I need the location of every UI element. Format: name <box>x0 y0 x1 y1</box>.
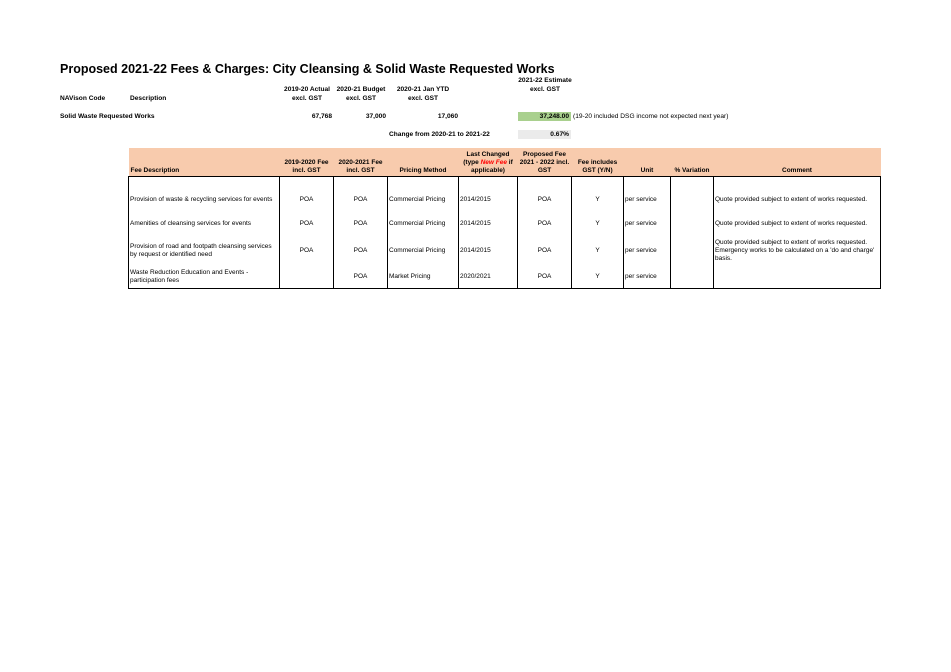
proposed-fee: POA <box>518 189 572 211</box>
variation <box>671 189 714 211</box>
col-last-changed <box>459 148 518 177</box>
gst-flag: Y <box>572 189 624 211</box>
proposed-fee: POA <box>518 236 572 266</box>
pricing-method: Commercial Pricing <box>388 236 459 266</box>
fee-2020: POA <box>334 266 388 288</box>
col-variation: % Variation <box>671 148 714 177</box>
unit: per service <box>624 236 671 266</box>
col-proposed-fee: Proposed Fee 2021 - 2022 incl. GST <box>518 148 572 177</box>
variation <box>671 211 714 236</box>
fee-description: Amenities of cleansing services for events <box>129 211 280 236</box>
unit: per service <box>624 266 671 288</box>
navision-code-header: NAVison Code <box>60 95 106 102</box>
fees-header-row <box>129 148 881 177</box>
col-fee-2019: 2019-2020 Fee incl. GST <box>280 148 334 177</box>
variation <box>671 236 714 266</box>
summary-ytd: 17,060 <box>437 113 458 120</box>
fee-2020: POA <box>334 236 388 266</box>
pricing-method: Commercial Pricing <box>388 189 459 211</box>
col-gst: Fee includes GST (Y/N) <box>572 148 624 177</box>
spacer-row <box>129 177 881 190</box>
last-changed-text-a: Last Changed (type <box>463 151 510 166</box>
fee-description: Waste Reduction Education and Events - participation fees <box>129 266 280 288</box>
fee-2020: POA <box>334 189 388 211</box>
change-value: 0.67% <box>518 130 571 139</box>
last-changed: 2014/2015 <box>459 211 518 236</box>
summary-note: (19-20 included DSG income not expected next year) <box>573 113 729 120</box>
comment <box>714 266 881 288</box>
col-unit: Unit <box>624 148 671 177</box>
comment: Quote provided subject to extent of works requested. Emergency works to be calculated on a 'do and charge' basis. <box>714 236 881 266</box>
summary-budget: 37,000 <box>365 113 386 120</box>
summary-estimate: 37,248.00 <box>518 112 571 121</box>
pricing-method: Market Pricing <box>388 266 459 288</box>
page-title: Proposed 2021-22 Fees & Charges: City Cleansing & Solid Waste Requested Works <box>60 62 555 76</box>
fee-2020: POA <box>334 211 388 236</box>
last-changed: 2020/2021 <box>459 266 518 288</box>
last-changed-text-b: if applicable) <box>471 159 513 174</box>
table-row <box>129 211 881 236</box>
pricing-method: Commercial Pricing <box>388 211 459 236</box>
fee-description: Provision of road and footpath cleansing services by request or identified need <box>129 236 280 266</box>
new-fee-text: New Fee <box>480 159 507 166</box>
col-pricing-method: Pricing Method <box>388 148 459 177</box>
unit: per service <box>624 211 671 236</box>
comment: Quote provided subject to extent of works requested. <box>714 189 881 211</box>
fees-table <box>128 148 881 289</box>
change-label: Change from 2020-21 to 2021-22 <box>389 131 490 138</box>
budget-header: 2020-21 Budget excl. GST <box>336 86 386 102</box>
gst-flag: Y <box>572 211 624 236</box>
fee-2019: POA <box>280 211 334 236</box>
table-row <box>129 236 881 266</box>
variation <box>671 266 714 288</box>
estimate-header: 2021-22 Estimate excl. GST <box>518 77 572 93</box>
fee-2019: POA <box>280 189 334 211</box>
actual-header: 2019-20 Actual excl. GST <box>284 86 330 102</box>
description-header: Description <box>130 95 167 102</box>
fee-2019: POA <box>280 236 334 266</box>
col-fee-description: Fee Description <box>129 148 280 177</box>
col-comment: Comment <box>714 148 881 177</box>
summary-description: Solid Waste Requested Works <box>60 113 155 120</box>
proposed-fee: POA <box>518 266 572 288</box>
summary-actual: 67,768 <box>311 113 332 120</box>
last-changed: 2014/2015 <box>459 236 518 266</box>
fee-2019 <box>280 266 334 288</box>
proposed-fee: POA <box>518 211 572 236</box>
unit: per service <box>624 189 671 211</box>
gst-flag: Y <box>572 236 624 266</box>
last-changed: 2014/2015 <box>459 189 518 211</box>
ytd-header: 2020-21 Jan YTD excl. GST <box>396 86 450 102</box>
fee-description: Provision of waste & recycling services for events <box>129 189 280 211</box>
gst-flag: Y <box>572 266 624 288</box>
table-row <box>129 189 881 211</box>
comment: Quote provided subject to extent of works requested. <box>714 211 881 236</box>
table-row <box>129 266 881 288</box>
col-fee-2020: 2020-2021 Fee incl. GST <box>334 148 388 177</box>
